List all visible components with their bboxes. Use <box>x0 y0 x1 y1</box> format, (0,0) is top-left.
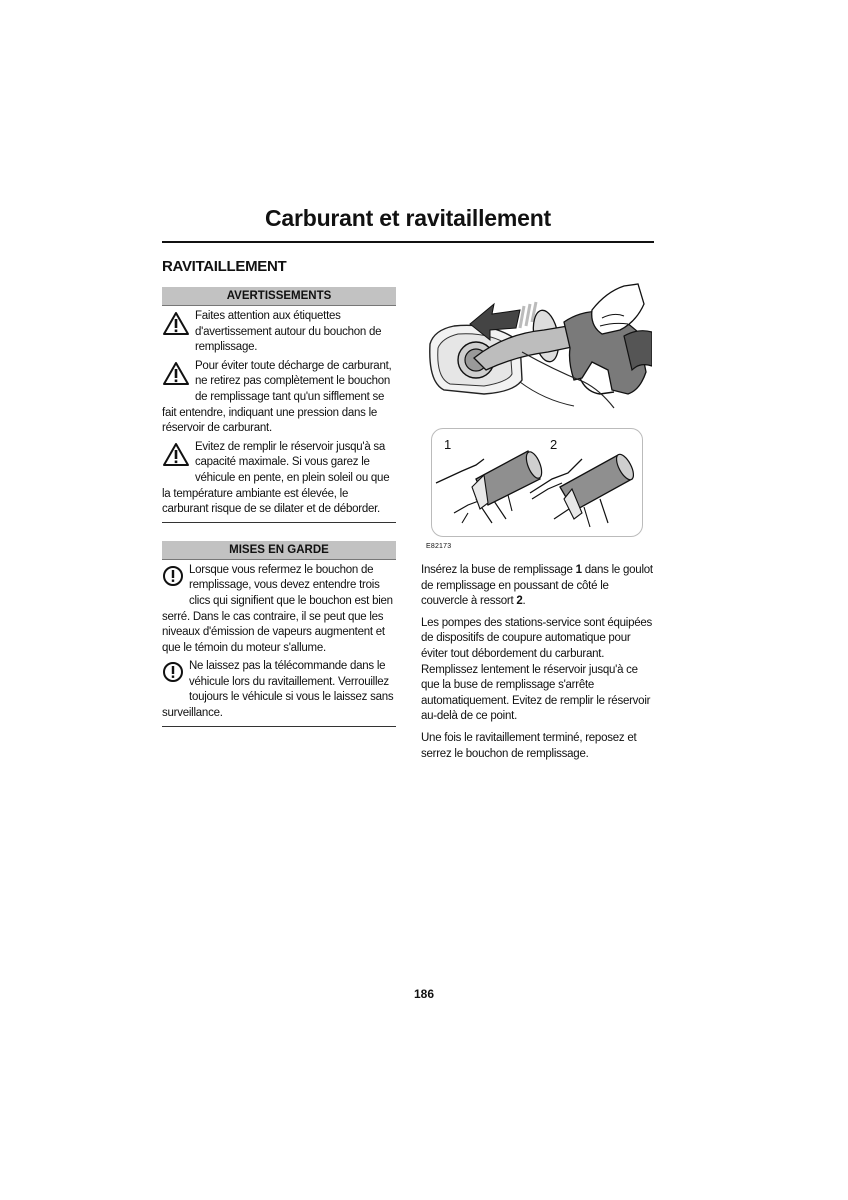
cautions-bottom-rule <box>162 726 396 727</box>
instruction-text: . <box>522 595 526 608</box>
caution-circle-icon <box>162 661 186 691</box>
caution-circle-icon <box>162 565 186 595</box>
warnings-header: AVERTISSEMENTS <box>162 287 396 306</box>
left-column <box>162 287 396 727</box>
title-rule <box>162 241 654 243</box>
warning-triangle-icon <box>162 442 192 472</box>
warning-text: Faites attention aux étiquettes d'avertissement autour du bouchon de remplissage. <box>195 310 382 354</box>
nozzle-position-2 <box>530 452 637 527</box>
warning-text: Pour éviter toute décharge de carburant, ne retirez pas complètement le bouchon de remplissage tant qu'un sifflement se fait entendre, indiquant une pression dans le réservoir de carburant. <box>162 359 392 435</box>
reference-2: 2 <box>516 595 523 608</box>
caution-text: Lorsque vous refermez le bouchon de remplissage, vous devez entendre trois clics qui signifient que le bouchon est bien serré. Dans le cas contraire, il se peut que les niveaux d'émission de vapeurs augmentent et que le témoin du moteur s'allume. <box>162 563 393 654</box>
warnings-box <box>162 287 396 523</box>
nozzle-detail-drawing <box>432 429 642 536</box>
figure-label-2: 2 <box>550 437 558 452</box>
refuelling-illustration <box>424 282 652 414</box>
cautions-header: MISES EN GARDE <box>162 541 396 560</box>
pump-info-paragraph: Les pompes des stations-service sont équipées de dispositifs de coupure automatique pour éviter tout débordement du carburant. Remplissez lentement le réservoir jusqu'à ce que la buse de remplissage s'arrête automatiquement. Evitez de remplir le réservoir au-delà de ce point. <box>421 616 653 723</box>
figure-label-1: 1 <box>444 437 452 452</box>
page-title: Carburant et ravitaillement <box>264 205 552 231</box>
section-heading: RAVITAILLEMENT <box>162 258 287 275</box>
instruction-paragraph <box>421 563 655 610</box>
warning-notice <box>162 359 396 437</box>
warning-notice <box>162 440 396 518</box>
warning-triangle-icon <box>162 361 192 391</box>
reference-1: 1 <box>575 564 582 576</box>
caution-notice <box>162 563 396 657</box>
instruction-text: dans le goulot de remplissage en poussant de côté le couvercle à ressort <box>421 564 653 608</box>
right-column <box>421 563 655 768</box>
nozzle-position-1 <box>436 450 545 523</box>
caution-text: Ne laissez pas la télécommande dans le véhicule lors du ravitaillement. Verrouillez toujours le véhicule si vous le laissez sans surveillance. <box>162 660 394 720</box>
nozzle-detail-figure <box>431 428 643 537</box>
warning-text: Evitez de remplir le réservoir jusqu'à sa capacité maximale. Si vous garez le véhicule en pente, en plein soleil ou que la température ambiante est élevée, le carburant risque de se dilater et de déborder. <box>162 440 390 516</box>
page-number: 186 <box>413 987 435 1001</box>
warning-notice <box>162 309 396 356</box>
closing-paragraph: Une fois le ravitaillement terminé, reposez et serrez le bouchon de remplissage. <box>421 731 637 760</box>
instruction-text: Insérez la buse de remplissage <box>421 564 576 576</box>
figure-code: E82173 <box>426 543 452 550</box>
warning-triangle-icon <box>162 311 192 341</box>
cautions-box <box>162 541 396 727</box>
caution-notice <box>162 659 396 721</box>
warnings-bottom-rule <box>162 522 396 523</box>
